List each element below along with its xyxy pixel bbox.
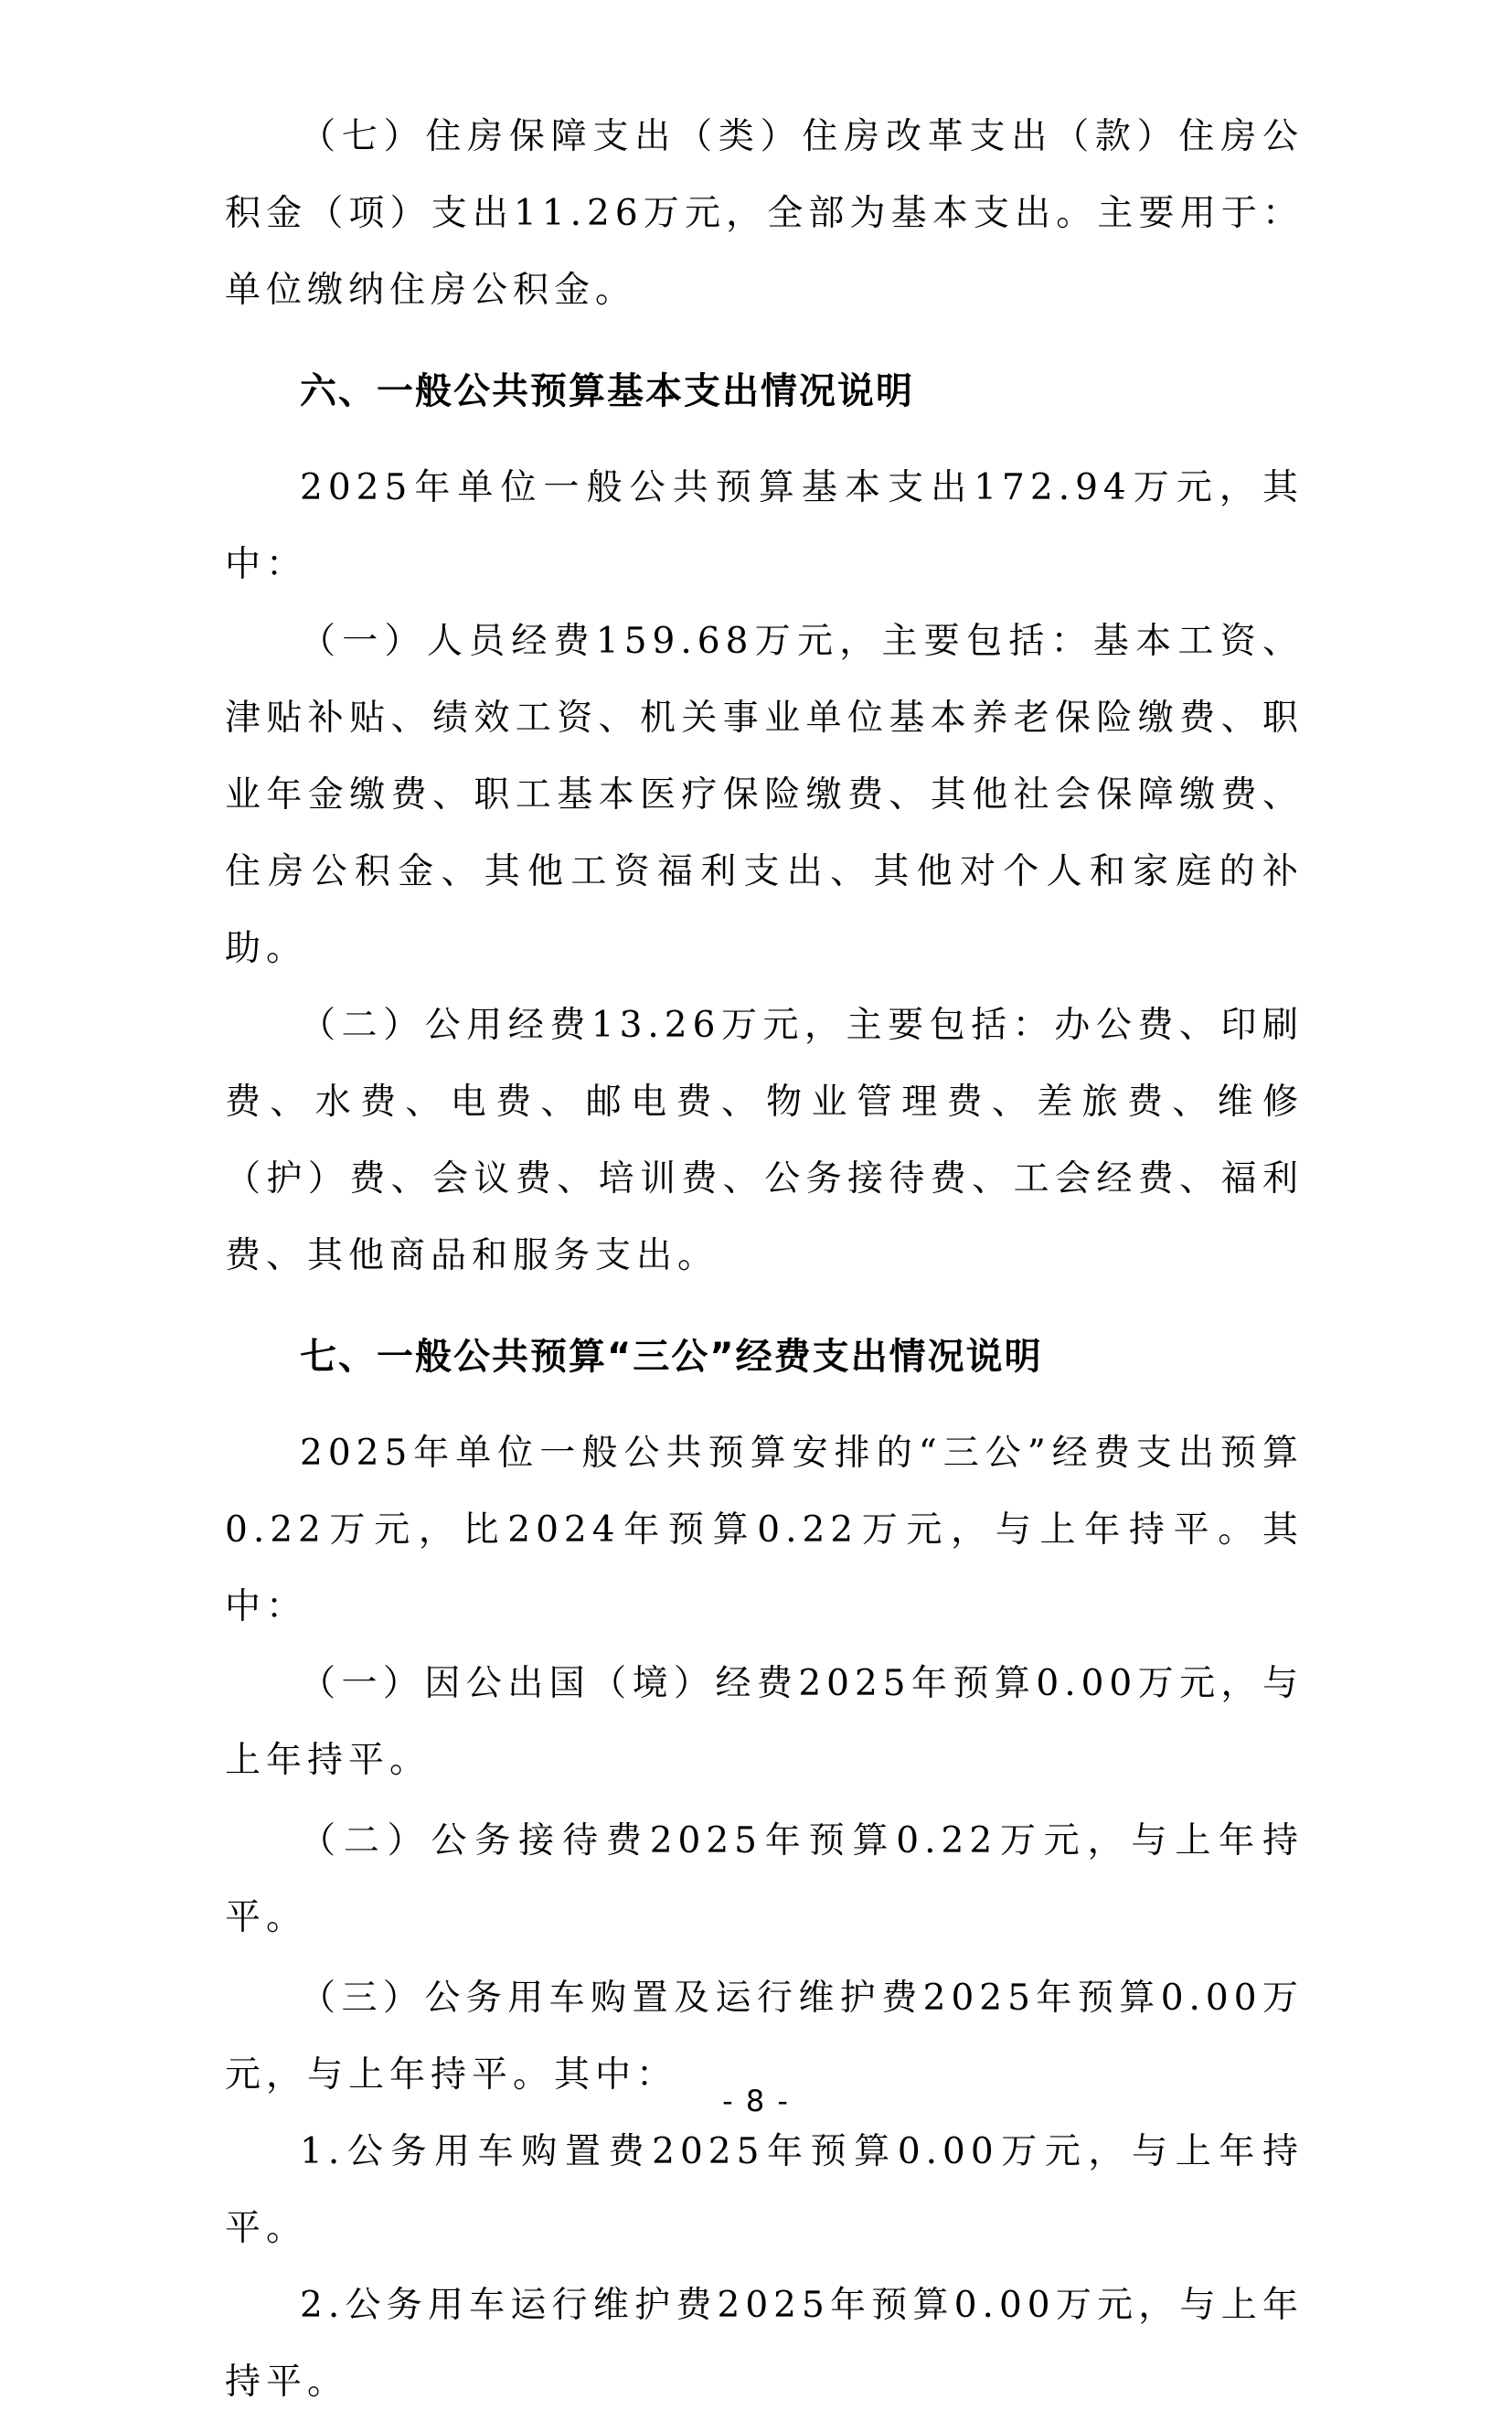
paragraph-vehicle-maintenance: 2.公务用车运行维护费2025年预算0.00万元，与上年持平。 xyxy=(225,2285,1304,2403)
paragraph-housing-fund: （七）住房保障支出（类）住房改革支出（款）住房公积金（项）支出11.26万元，全部为基本支出。主要用于：单位缴纳住房公积金。 xyxy=(225,116,1304,311)
section-heading-seven: 七、一般公共预算“三公”经费支出情况说明 xyxy=(300,1336,1043,1378)
paragraph-vehicle-purchase: 1.公务用车购置费2025年预算0.00万元，与上年持平。 xyxy=(225,2131,1304,2249)
paragraph-basic-expenditure-summary: 2025年单位一般公共预算基本支出172.94万元，其中： xyxy=(225,467,1304,585)
paragraph-public-expenses: （二）公用经费13.26万元，主要包括：办公费、印刷费、水费、电费、邮电费、物业管理费、差旅费、维修（护）费、会议费、培训费、公务接待费、工会经费、福利费、其他商品和服务支出。 xyxy=(225,1005,1304,1276)
section-heading-six: 六、一般公共预算基本支出情况说明 xyxy=(300,370,914,412)
paragraph-three-public-summary: 2025年单位一般公共预算安排的“三公”经费支出预算0.22万元，比2024年预算0.22万元，与上年持平。其中： xyxy=(225,1433,1304,1627)
paragraph-official-vehicles: （三）公务用车购置及运行维护费2025年预算0.00万元，与上年持平。其中： xyxy=(225,1978,1304,2096)
paragraph-official-reception: （二）公务接待费2025年预算0.22万元，与上年持平。 xyxy=(225,1820,1304,1938)
document-body xyxy=(225,99,1304,2421)
paragraph-personnel-expenses: （一）人员经费159.68万元，主要包括：基本工资、津贴补贴、绩效工资、机关事业单位基本养老保险缴费、职业年金缴费、职工基本医疗保险缴费、其他社会保障缴费、住房公积金、其他工资福利支出、其他对个人和家庭的补助。 xyxy=(225,621,1304,969)
page-number: - 8 - xyxy=(722,2084,790,2118)
paragraph-overseas-travel: （一）因公出国（境）经费2025年预算0.00万元，与上年持平。 xyxy=(225,1663,1304,1781)
